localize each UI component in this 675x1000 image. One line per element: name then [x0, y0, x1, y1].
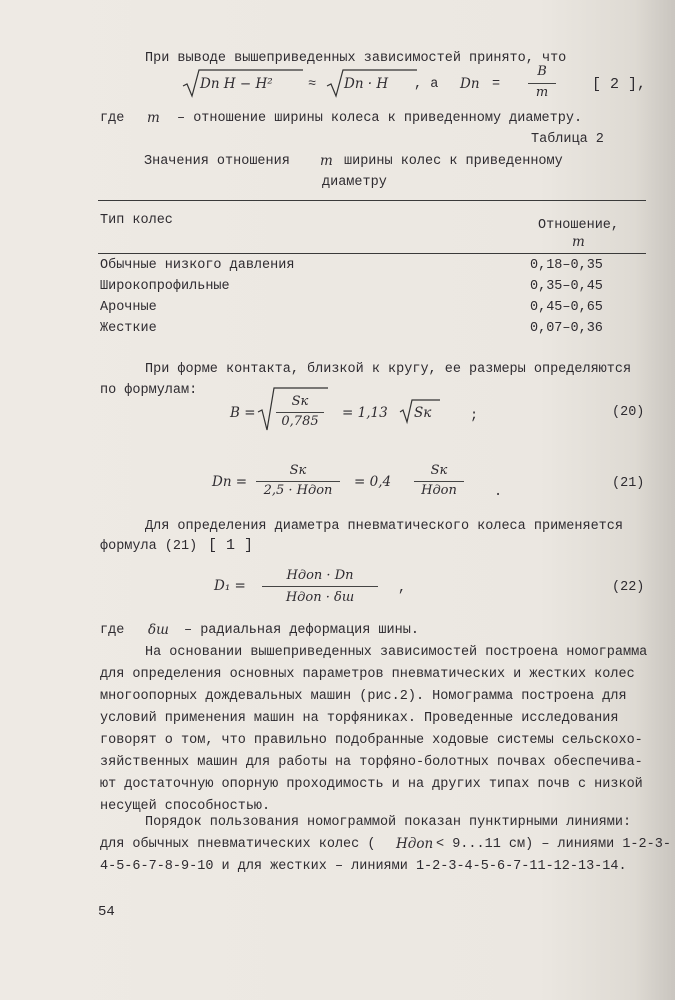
eq21-tail: .	[494, 485, 503, 500]
eq20-tail: ;	[470, 409, 479, 424]
eq-sign: =	[492, 77, 501, 92]
eq20-num: Sк	[291, 394, 309, 409]
table-label: Таблица 2	[531, 132, 604, 147]
table-header-type: Тип колес	[100, 213, 173, 228]
table-row-type: Обычные низкого давления	[100, 258, 295, 273]
table-caption-m: m	[320, 153, 333, 169]
m-symbol: m	[147, 110, 160, 126]
para2-line1: Для определения диаметра пневматического колеса применяется	[145, 519, 623, 534]
sqrt2-expr: Dn · H	[344, 76, 389, 92]
para2-line2: формула (21)	[100, 539, 198, 554]
para2-ref: [ 1 ]	[208, 537, 254, 554]
eq21-lhs: Dп =	[212, 474, 248, 490]
where-text: – отношение ширины колеса к приведенному диаметру.	[177, 111, 583, 126]
para4-line2c: < 9...11 см) – линиями 1-2-3-	[436, 837, 671, 852]
eq22-bar	[262, 586, 378, 587]
para3-line: ют достаточную опорную проходимость и на других типах почв с низкой	[100, 777, 643, 792]
eq20-rhs: = 1,13	[342, 405, 388, 421]
eq20-number: (20)	[612, 405, 645, 420]
table-top-rule	[98, 200, 646, 201]
table-caption: Значения отношения	[144, 154, 290, 169]
where2-symbol: δш	[148, 622, 169, 638]
eq21-num1: Sк	[289, 463, 307, 478]
para1-line2: по формулам:	[100, 383, 198, 398]
para3-line: говорят о том, что правильно подобранные ходовые системы сельскохо-	[100, 733, 643, 748]
table-row-value: 0,18–0,35	[530, 258, 603, 273]
table-row-type: Широкопрофильные	[100, 279, 230, 294]
table-row-value: 0,45–0,65	[530, 300, 603, 315]
table-header-rule	[98, 253, 646, 254]
para4-line2b: Hдоп	[396, 836, 434, 852]
table-row-value: 0,07–0,36	[530, 321, 603, 336]
eq22-tail: ,	[398, 581, 407, 596]
table-row-type: Арочные	[100, 300, 157, 315]
para3-line: На основании вышеприведенных зависимостей построена номограмма	[145, 645, 648, 660]
eq20-lhs: B =	[230, 405, 256, 421]
eq21-mid: = 0,4	[354, 474, 392, 490]
frac-den-m: m	[535, 85, 549, 100]
para4-line1: Порядок пользования номограммой показан пунктирными линиями:	[145, 815, 632, 830]
para1-line1: При форме контакта, близкой к кругу, ее размеры определяются	[145, 362, 632, 377]
eq21-den1: 2,5 · Hдоп	[263, 483, 333, 498]
table-caption-2: ширины колес к приведенному	[344, 154, 563, 169]
eq22-den: Hдоп · δш	[285, 590, 355, 605]
eq21-num2: Sк	[430, 463, 448, 478]
eq21-bar2	[414, 481, 464, 482]
frac-bar	[528, 83, 556, 84]
eq20-den: 0,785	[281, 414, 319, 429]
para3-line: зяйственных машин для работы на торфяно-болотных почвах обеспечива-	[100, 755, 643, 770]
reference: [ 2 ],	[592, 76, 647, 93]
intro-line: При выводе вышеприведенных зависимостей принято, что	[145, 51, 567, 66]
conj-text: , а	[414, 77, 439, 92]
dn-symbol: Dn	[460, 76, 480, 92]
eq22-number: (22)	[612, 580, 645, 595]
where2-label: где	[100, 623, 125, 638]
sqrt1-expr: Dn H − H²	[200, 76, 273, 92]
eq22-lhs: D₁ =	[214, 578, 246, 594]
para3-line: для определения основных параметров пневматических и жестких колес	[100, 667, 635, 682]
eq21-den2: Hдоп	[421, 483, 457, 498]
eq21-bar1	[256, 481, 340, 482]
para3-line: многоопорных дождевальных машин (рис.2). Номограмма построена для	[100, 689, 627, 704]
table-header-m: m	[572, 234, 585, 250]
frac-num-b: B	[537, 64, 547, 79]
table-header-ratio: Отношение,	[538, 218, 620, 233]
para4-line3: 4-5-6-7-8-9-10 и для жестких – линиями 1-2-3-4-5-6-7-11-12-13-14.	[100, 859, 627, 874]
page-number: 54	[98, 904, 115, 920]
para3-line: несущей способностью.	[100, 799, 271, 814]
para4-line2a: для обычных пневматических колес (	[100, 837, 376, 852]
table-caption-3: диаметру	[322, 175, 387, 190]
eq21-number: (21)	[612, 476, 645, 491]
where2-text: – радиальная деформация шины.	[184, 623, 419, 638]
eq20-rhs-sqrt: Sк	[414, 405, 432, 421]
table-row-type: Жесткие	[100, 321, 157, 336]
approx-sign: ≈	[308, 77, 317, 92]
eq22-num: Hдоп · Dп	[286, 568, 354, 583]
where-label: где	[100, 111, 125, 126]
para3-line: условий применения машин на торфяниках. Проведенные исследования	[100, 711, 619, 726]
table-row-value: 0,35–0,45	[530, 279, 603, 294]
eq20-bar	[276, 412, 324, 413]
